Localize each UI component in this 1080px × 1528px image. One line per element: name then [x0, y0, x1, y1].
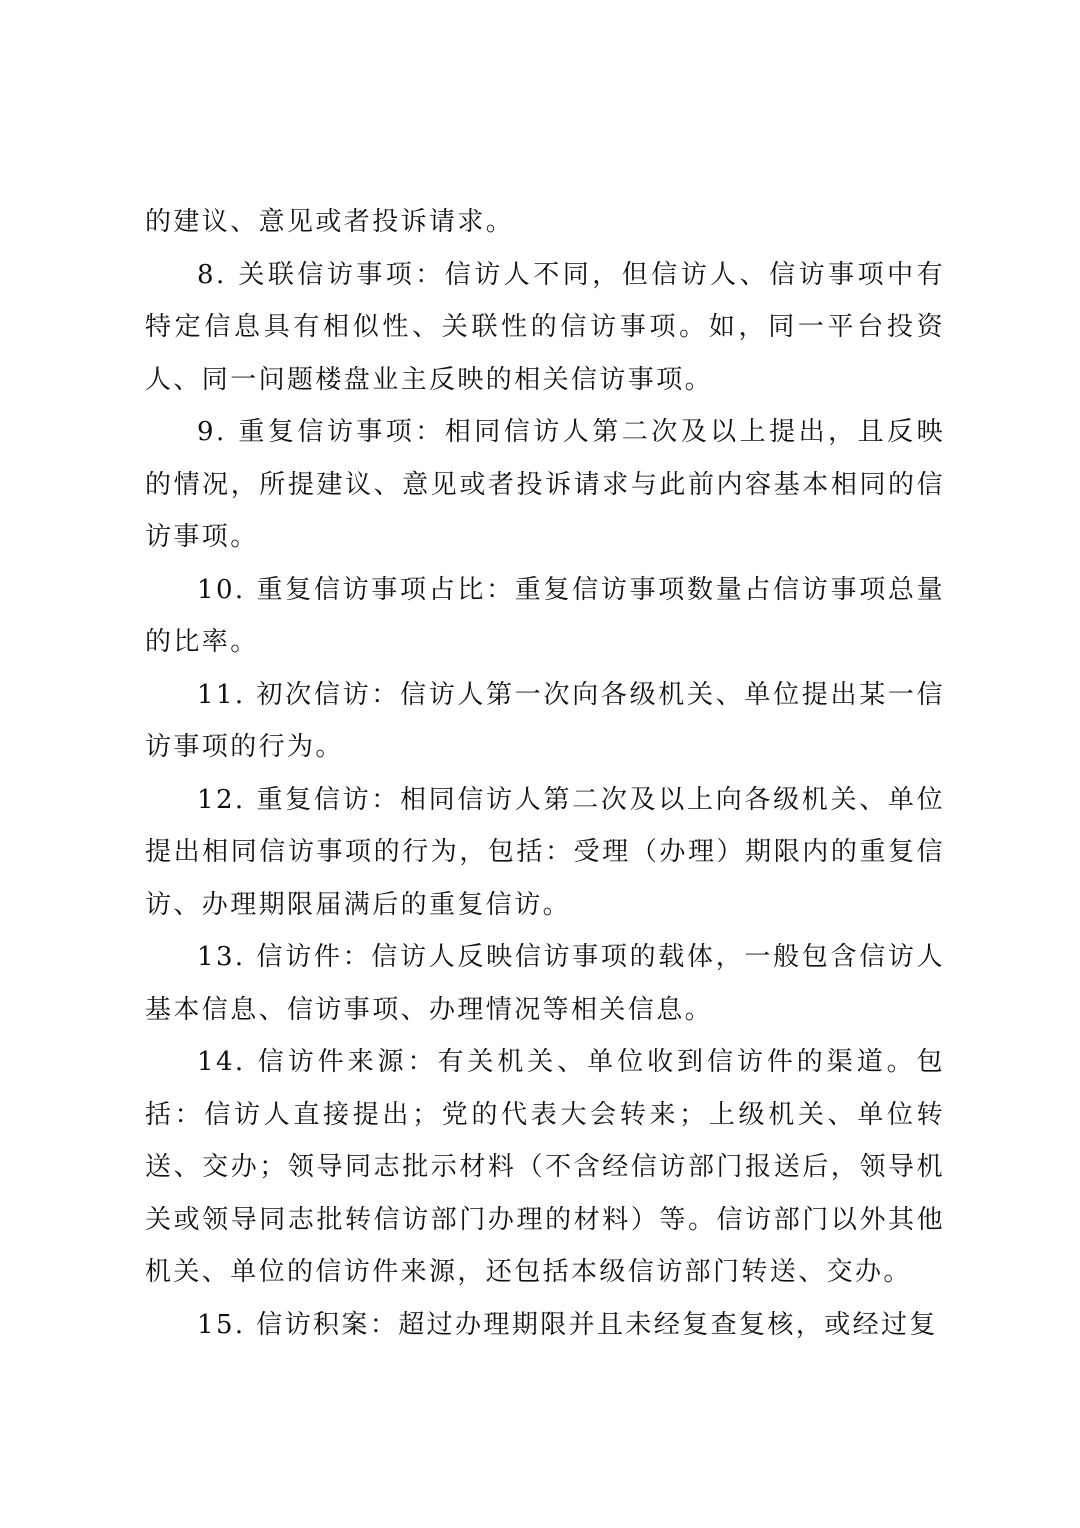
paragraph-item-12: 12. 重复信访：相同信访人第二次及以上向各级机关、单位提出相同信访事项的行为，包括：受理（办理）期限内的重复信访、办理期限届满后的重复信访。: [145, 784, 945, 920]
paragraph-item-15: 15. 信访积案：超过办理期限并且未经复查复核，或经过复: [197, 1309, 938, 1340]
paragraph-item-13: 13. 信访件：信访人反映信访事项的载体，一般包含信访人基本信息、信访事项、办理情况等相关信息。: [145, 942, 945, 1025]
paragraph-item-8: 8. 关联信访事项：信访人不同，但信访人、信访事项中有特定信息具有相似性、关联性的信访事项。如，同一平台投资人、同一问题楼盘业主反映的相关信访事项。: [145, 259, 945, 395]
paragraph-item-10: 10. 重复信访事项占比：重复信访事项数量占信访事项总量的比率。: [145, 574, 945, 657]
paragraph-item-11: 11. 初次信访：信访人第一次向各级机关、单位提出某一信访事项的行为。: [145, 679, 945, 762]
paragraph-item-14: 14. 信访件来源：有关机关、单位收到信访件的渠道。包括：信访人直接提出；党的代表大会转来；上级机关、单位转送、交办；领导同志批示材料（不含经信访部门报送后，领导机关或领导同志批转信访部门办理的材料）等。信访部门以外其他机关、单位的信访件来源，还包括本级信访部门转送、交办。: [145, 1047, 945, 1287]
paragraph-item-9: 9. 重复信访事项：相同信访人第二次及以上提出，且反映的情况，所提建议、意见或者投诉请求与此前内容基本相同的信访事项。: [145, 417, 945, 552]
document-body: [145, 196, 945, 1351]
paragraph-continuation: 的建议、意见或者投诉请求。: [145, 207, 515, 237]
